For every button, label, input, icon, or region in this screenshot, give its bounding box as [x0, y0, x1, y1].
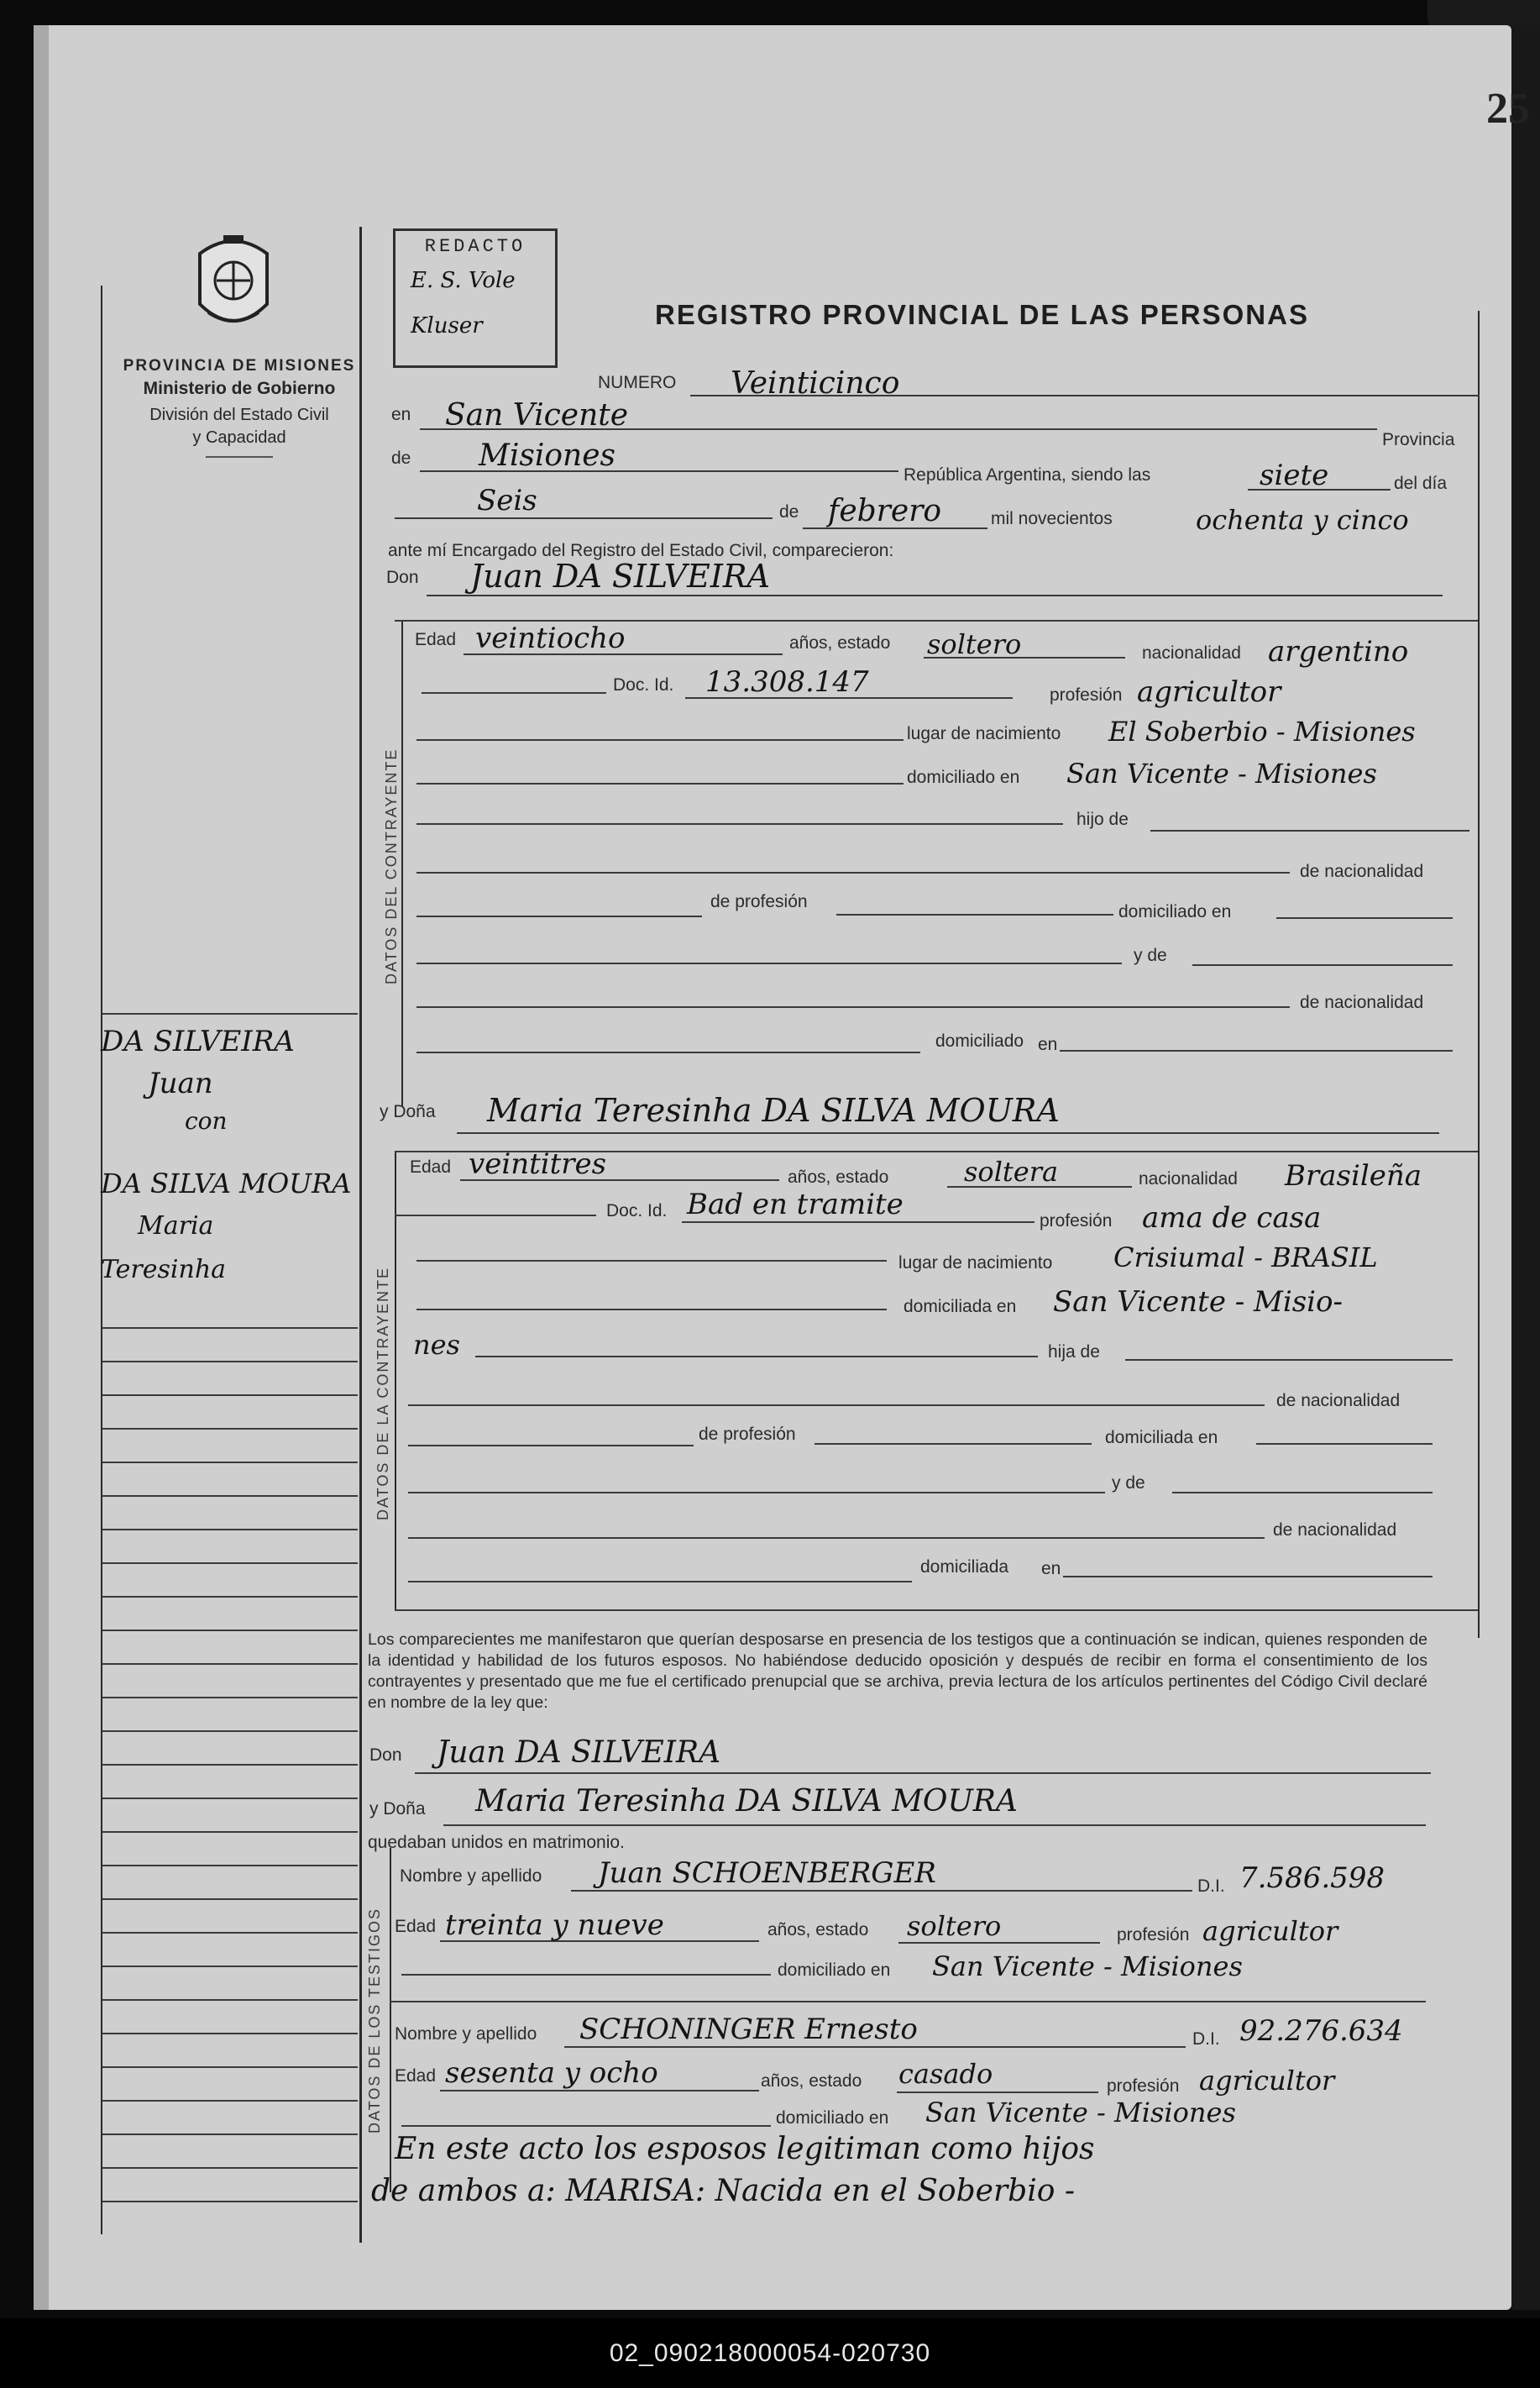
de-label: de — [391, 449, 411, 468]
bride-mother-dom-value-line — [1063, 1576, 1433, 1577]
w1-estado-value: soltero — [907, 1910, 1002, 1942]
ministry-label: Ministerio de Gobierno — [143, 379, 336, 398]
margin-line — [102, 1361, 358, 1362]
bride-nacionalidad-value: Brasileña — [1285, 1159, 1422, 1193]
bride-estado-value: soltera — [964, 1156, 1059, 1188]
w1-edad-value: treinta y nueve — [445, 1908, 664, 1942]
w2-edad-line — [440, 2090, 759, 2091]
declaration-paragraph: Los comparecientes me manifestaron que querían desposarse en presencia de los testigos que a continuación se indican, quienes responden de la identidad y habilidad de los futuros esposos. No habiéndose deducido oposición y después de recibir en forma el consentimiento de los contrayentes y presentado que me fue el certificado prenupcial que se archiva, previa lectura de los artículos pertinentes del Código Civil declaré en nombre de la ley que: — [368, 1630, 1427, 1712]
bride-hija-line — [475, 1356, 1038, 1357]
w2-nombre-value: SCHONINGER Ernesto — [579, 2013, 918, 2046]
w2-estado-line — [897, 2091, 1098, 2093]
division-label: División del Estado Civil — [149, 406, 329, 424]
margin-line — [102, 1831, 358, 1833]
bride-doc-label: Doc. Id. — [606, 1201, 668, 1220]
don2-value: Juan DA SILVEIRA — [437, 1735, 721, 1770]
redacto-stamp — [393, 228, 558, 368]
groom-father-domicilio-line — [1276, 917, 1453, 919]
bride-father-domicilio-label: domiciliada en — [1105, 1428, 1218, 1447]
stamp-line-2: Kluser — [411, 313, 483, 339]
de-mes-label: de — [779, 502, 799, 522]
capacity-label: y Capacidad — [192, 428, 286, 447]
groom-doc-label: Doc. Id. — [613, 675, 674, 695]
section-bottom-rule — [395, 1609, 1478, 1611]
province-crest-icon — [191, 228, 275, 339]
w2-edad-label: Edad — [395, 2066, 437, 2086]
note-line-2: de ambos a: MARISA: Nacida en el Soberbio - — [371, 2174, 1076, 2208]
margin-note-line-5: Maria — [138, 1211, 214, 1241]
w2-domicilio-value: San Vicente - Misiones — [925, 2097, 1236, 2128]
de-value: Misiones — [479, 438, 616, 473]
w1-bottom-rule — [390, 2001, 1426, 2002]
bride-father-prof-value-line — [815, 1443, 1092, 1445]
witness-box-left — [390, 1848, 391, 2192]
groom-mother-line — [1192, 964, 1453, 966]
groom-profesion-value: agricultor — [1137, 675, 1281, 709]
w2-domiciliado-label: domiciliado en — [776, 2108, 889, 2128]
stamp-line-1: E. S. Vole — [411, 268, 516, 293]
groom-estado-label: años, estado — [789, 633, 891, 653]
margin-line — [102, 1529, 358, 1530]
dia-value: Seis — [477, 484, 537, 517]
w1-di-label: D.I. — [1197, 1876, 1225, 1896]
groom-y-de-line — [416, 963, 1122, 964]
en-label: en — [391, 405, 411, 424]
bride-domicilio-value-2: nes — [413, 1329, 460, 1361]
w2-di-value: 92.276.634 — [1239, 2014, 1403, 2048]
bride-mother-en-label: en — [1041, 1559, 1061, 1578]
groom-nac-line — [416, 872, 1290, 874]
w1-domiciliado-label: domiciliado en — [778, 1960, 891, 1980]
bride-domicilio-line — [416, 1309, 887, 1310]
bride-doc-value: Bad en tramite — [687, 1188, 904, 1221]
margin-line — [102, 1327, 358, 1329]
w2-profesion-label: profesión — [1107, 2076, 1180, 2096]
margin-line — [102, 1663, 358, 1665]
provincia-label: Provincia — [1382, 430, 1455, 449]
don2-label: Don — [369, 1745, 402, 1765]
witnesses-section-label: DATOS DE LOS TESTIGOS — [366, 1907, 383, 2133]
note-line-1: En este acto los esposos legitiman como hijos — [395, 2132, 1095, 2166]
groom-edad-label: Edad — [415, 630, 457, 649]
margin-line — [102, 1394, 358, 1396]
w1-di-value: 7.586.598 — [1239, 1861, 1385, 1895]
bride-mother-dom-line — [408, 1581, 912, 1582]
groom-lugar-line — [416, 739, 904, 741]
groom-lugar-label: lugar de nacimiento — [907, 724, 1061, 743]
don-label: Don — [386, 568, 419, 587]
don-line — [427, 595, 1443, 596]
margin-line — [102, 1013, 358, 1015]
bride-mother-line — [1172, 1492, 1433, 1493]
bride-nacionalidad-label: nacionalidad — [1139, 1169, 1238, 1189]
groom-nacionalidad-label: nacionalidad — [1142, 643, 1241, 663]
bride-profesion-label: profesión — [1040, 1211, 1113, 1231]
bride-hija-value-line — [1125, 1359, 1453, 1361]
groom-profesion-label: profesión — [1050, 685, 1123, 705]
mil-novecientos-label: mil novecientos — [991, 509, 1113, 528]
bride-section-label: DATOS DE LA CONTRAYENTE — [375, 1266, 391, 1520]
dona-line — [457, 1132, 1439, 1134]
margin-line — [102, 2066, 358, 2068]
groom-father-prof-value-line — [836, 914, 1113, 916]
issuer-header — [105, 357, 374, 458]
w2-dom-line — [401, 2125, 771, 2127]
groom-estado-value: soltero — [927, 628, 1022, 660]
margin-line — [102, 1562, 358, 1564]
right-dark-edge — [1511, 25, 1540, 2310]
dona-value: Maria Teresinha DA SILVA MOURA — [487, 1092, 1060, 1129]
margin-line — [102, 1932, 358, 1934]
dona2-line — [443, 1824, 1426, 1826]
margin-line — [102, 1730, 358, 1732]
don-value: Juan DA SILVEIRA — [470, 558, 770, 595]
footer-image-id: 02_090218000054-020730 — [0, 2318, 1540, 2388]
groom-section-label: DATOS DEL CONTRAYENTE — [383, 748, 400, 984]
margin-line — [102, 2167, 358, 2169]
groom-hijo-value-line — [1150, 830, 1469, 832]
province-label: PROVINCIA DE MISIONES — [123, 357, 356, 375]
margin-line — [102, 1630, 358, 1631]
margin-line — [102, 1999, 358, 2001]
margin-note-line-2: Juan — [148, 1067, 213, 1100]
groom-mother-nacionalidad-label: de nacionalidad — [1300, 993, 1424, 1012]
en-value: San Vicente — [445, 398, 629, 433]
del-dia-label: del día — [1394, 474, 1448, 493]
groom-hijo-line — [416, 823, 1063, 825]
right-frame-rule — [1478, 311, 1480, 1638]
bride-edad-label: Edad — [410, 1157, 452, 1177]
bride-mother-nac-line — [408, 1537, 1265, 1539]
bride-lugar-label: lugar de nacimiento — [898, 1253, 1053, 1273]
groom-mother-dom-line — [416, 1052, 920, 1053]
margin-line — [102, 1596, 358, 1598]
bride-domicilio-value: San Vicente - Misio- — [1053, 1285, 1344, 1319]
margin-note-line-4: DA SILVA MOURA — [101, 1168, 352, 1199]
mes-value: febrero — [828, 494, 942, 528]
bride-hija-label: hija de — [1048, 1342, 1100, 1362]
numero-label: NUMERO — [598, 373, 677, 392]
bride-mother-domiciliada-label: domiciliada — [920, 1557, 1009, 1577]
w1-estado-line — [898, 1942, 1100, 1944]
groom-domicilio-label: domiciliado en — [907, 768, 1020, 787]
groom-edad-value: veintiocho — [475, 622, 626, 655]
bride-father-domicilio-line — [1256, 1443, 1433, 1445]
groom-y-de-label: y de — [1134, 946, 1167, 965]
margin-note-line-6: Teresinha — [101, 1255, 227, 1284]
bride-profesion-value: ama de casa — [1142, 1201, 1322, 1235]
bride-lugar-line — [416, 1260, 887, 1262]
dona-label: y Doña — [380, 1102, 436, 1121]
hora-value: siete — [1260, 459, 1329, 492]
w2-edad-value: sesenta y ocho — [445, 2056, 658, 2090]
groom-de-nacionalidad-label: de nacionalidad — [1300, 862, 1424, 881]
bride-edad-value: veintitres — [469, 1147, 607, 1181]
w2-estado-label: años, estado — [761, 2071, 862, 2091]
w1-profesion-label: profesión — [1117, 1925, 1190, 1945]
groom-mother-en-label: en — [1038, 1035, 1058, 1054]
bride-y-de-line — [408, 1492, 1105, 1493]
groom-doc-value: 13.308.147 — [705, 665, 869, 699]
w1-dom-line — [401, 1974, 771, 1976]
groom-father-domicilio-label: domiciliado en — [1118, 902, 1232, 921]
republica-label: República Argentina, siendo las — [904, 465, 1151, 485]
w2-nombre-label: Nombre y apellido — [395, 2024, 537, 2044]
margin-line — [102, 1898, 358, 1900]
w1-nombre-line — [571, 1890, 1192, 1892]
groom-doc-line — [422, 692, 606, 694]
groom-box-left — [401, 620, 403, 1107]
bride-mother-nacionalidad-label: de nacionalidad — [1273, 1520, 1397, 1540]
margin-line — [102, 2033, 358, 2034]
w1-edad-label: Edad — [395, 1917, 437, 1936]
margin-line — [102, 1428, 358, 1430]
w2-estado-value: casado — [898, 2058, 993, 2090]
w1-nombre-label: Nombre y apellido — [400, 1866, 542, 1886]
ante-label: ante mí Encargado del Registro del Estado Civil, comparecieron: — [388, 541, 894, 560]
bride-domicilio-label: domiciliada en — [904, 1297, 1017, 1316]
bride-father-prof-line — [408, 1445, 694, 1446]
page-number: 25 — [1486, 85, 1530, 133]
dia-line — [395, 517, 773, 519]
groom-domicilio-value: San Vicente - Misiones — [1066, 758, 1377, 790]
groom-mother-domiciliado-label: domiciliado — [935, 1031, 1024, 1051]
margin-line — [102, 1865, 358, 1866]
margin-line — [102, 1798, 358, 1799]
groom-hijo-label: hijo de — [1076, 810, 1129, 829]
numero-value: Veinticinco — [731, 366, 900, 401]
groom-nacionalidad-value: argentino — [1268, 635, 1409, 669]
margin-line — [102, 2201, 358, 2202]
margin-line — [102, 1462, 358, 1463]
groom-father-prof-line — [416, 916, 702, 917]
bride-doc-line — [395, 1215, 596, 1216]
w1-nombre-value: Juan SCHOENBERGER — [598, 1856, 936, 1890]
groom-mother-dom-value-line — [1060, 1050, 1453, 1052]
bride-de-nacionalidad-label: de nacionalidad — [1276, 1391, 1401, 1410]
groom-lugar-value: El Soberbio - Misiones — [1108, 716, 1416, 748]
dona2-value: Maria Teresinha DA SILVA MOURA — [475, 1784, 1018, 1819]
divider — [206, 456, 273, 458]
groom-domicilio-line — [416, 783, 904, 785]
groom-mother-nac-line — [416, 1006, 1290, 1008]
margin-line — [102, 1495, 358, 1497]
anio-value: ochenta y cinco — [1196, 504, 1409, 536]
margin-line — [102, 2100, 358, 2102]
w1-domicilio-value: San Vicente - Misiones — [932, 1950, 1243, 1982]
stamp-title: REDACTO — [424, 236, 526, 257]
bride-lugar-value: Crisiumal - BRASIL — [1113, 1241, 1378, 1273]
margin-line — [102, 1764, 358, 1766]
bride-estado-label: años, estado — [788, 1168, 889, 1187]
bride-nac-line — [408, 1404, 1265, 1406]
bride-box-left — [395, 1151, 396, 1611]
bride-de-profesion-label: de profesión — [699, 1425, 796, 1444]
w1-profesion-value: agricultor — [1202, 1915, 1338, 1947]
w1-estado-label: años, estado — [767, 1920, 869, 1939]
w2-profesion-value: agricultor — [1199, 2065, 1335, 2097]
bride-doc-value-line — [682, 1221, 1035, 1223]
quedaban-label: quedaban unidos en matrimonio. — [368, 1833, 625, 1852]
page-spine — [34, 25, 49, 2310]
bride-y-de-label: y de — [1112, 1473, 1145, 1493]
dona2-label: y Doña — [369, 1799, 426, 1819]
margin-note-line-3: con — [185, 1107, 228, 1135]
margin-line — [102, 1966, 358, 1967]
w2-di-label: D.I. — [1192, 2029, 1220, 2049]
don2-line — [415, 1772, 1431, 1774]
margin-note-line-1: DA SILVEIRA — [101, 1025, 295, 1058]
margin-line — [102, 1697, 358, 1698]
w2-nombre-line — [564, 2046, 1186, 2048]
inner-column-rule — [359, 227, 362, 2243]
groom-de-profesion-label: de profesión — [710, 892, 808, 911]
margin-line — [102, 2133, 358, 2135]
document-title: REGISTRO PROVINCIAL DE LAS PERSONAS — [655, 299, 1309, 330]
